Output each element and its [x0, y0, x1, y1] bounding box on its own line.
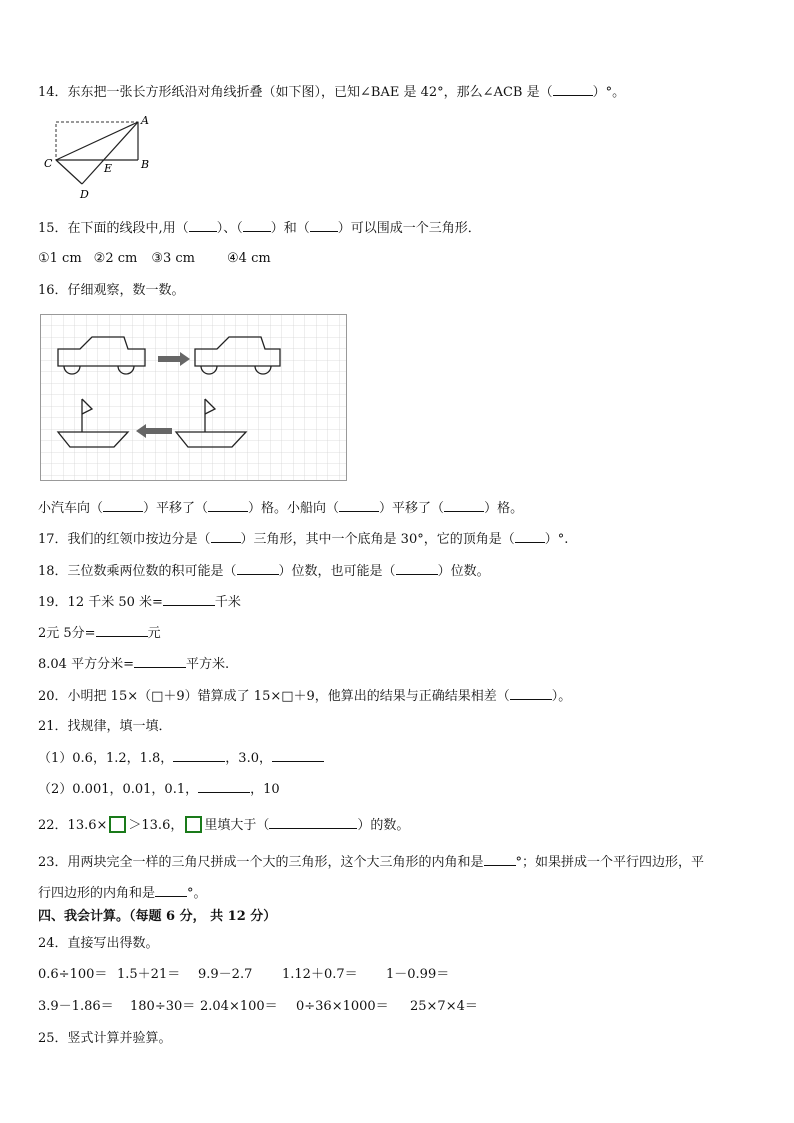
q22-text-c: 里填大于（ [204, 818, 270, 833]
q17-text-a: 17．我们的红领巾按边分是（ [38, 532, 211, 547]
label-e: E [104, 162, 113, 175]
label-c: C [44, 157, 53, 170]
q18-text [38, 562, 490, 581]
segment-cd [56, 160, 82, 184]
q21-blank-3[interactable] [198, 780, 250, 793]
q16-blank-4[interactable] [444, 499, 484, 512]
q21-row-2 [38, 780, 280, 799]
q15-text-b: ）、（ [216, 221, 243, 236]
q16-fill-b: ）平移了（ [143, 501, 209, 516]
q17-blank-2[interactable] [515, 530, 545, 543]
q23-blank-1[interactable] [484, 853, 516, 866]
q23-l2-a: 行四边形的内角和是 [38, 886, 156, 901]
q14-text-b: ）°。 [592, 85, 626, 100]
q16-blank-3[interactable] [339, 499, 379, 512]
q24-item: 1－0.99＝ [386, 967, 450, 982]
grid-background [41, 315, 347, 481]
label-d: D [80, 188, 89, 201]
q16-fill-a: 小汽车向（ [38, 501, 104, 516]
q16-blank-2[interactable] [208, 499, 248, 512]
q20-text [38, 687, 571, 706]
q22-answer-box-1[interactable] [109, 816, 126, 833]
q15-option-3: ③3 cm [151, 251, 196, 266]
q15-option-4: ④4 cm [227, 251, 271, 266]
q19-b-post: 元 [147, 626, 161, 641]
q19-b-pre: 2元 5分= [38, 626, 96, 641]
q23-l2-b: °。 [187, 886, 207, 901]
q24-row-1 [38, 966, 449, 984]
q16-grid-figure [40, 314, 348, 486]
q24-item: 1.5＋21＝ [117, 967, 181, 982]
q19-c-pre: 8.04 平方分米= [38, 657, 134, 672]
q19-line-c [38, 655, 229, 674]
q19-blank-2[interactable] [96, 624, 148, 637]
q18-text-c: ）位数。 [437, 564, 490, 579]
q21-title: 21．找规律，填一填． [38, 719, 172, 734]
q24-item: 9.9－2.7 [198, 967, 253, 982]
q16-fill-d: ）平移了（ [379, 501, 445, 516]
q23-l1-b: °；如果拼成一个平行四边形，平 [515, 855, 705, 870]
q24-item: 25×7×4＝ [410, 999, 478, 1014]
q23-blank-2[interactable] [155, 884, 187, 897]
q15-text [38, 219, 481, 238]
q20-text-b: ）。 [551, 689, 572, 704]
q22-text-d: ）的数。 [357, 818, 410, 833]
q23-line-1 [38, 853, 704, 872]
q15-option-1: ①1 cm [38, 251, 82, 266]
q23-l1-a: 23．用两块完全一样的三角尺拼成一个大的三角形，这个大三角形的内角和是 [38, 855, 484, 870]
q15-option-2: ②2 cm [93, 251, 138, 266]
q18-blank-2[interactable] [396, 562, 438, 575]
q24-item: 3.9－1.86＝ [38, 999, 114, 1014]
q18-blank-1[interactable] [237, 562, 279, 575]
folded-rectangle-diagram [40, 112, 160, 204]
q21-r2-a: （2）0.001，0.01，0.1， [38, 782, 199, 797]
q19-line-b [38, 624, 161, 643]
q18-text-a: 18．三位数乘两位数的积可能是（ [38, 564, 237, 579]
q19-c-post: 平方米. [185, 657, 230, 672]
q24-item: 1.12＋0.7＝ [282, 967, 358, 982]
q16-fill-e: ）格。 [484, 501, 524, 516]
q16-blank-1[interactable] [103, 499, 143, 512]
q21-r2-b: ，10 [250, 782, 280, 797]
q16-title: 16．仔细观察，数一数。 [38, 283, 185, 298]
q21-row-1 [38, 749, 324, 768]
q21-r1-b: ，3.0， [225, 751, 272, 766]
q16-fill-line [38, 499, 523, 518]
q22-text [38, 816, 409, 835]
translation-grid [40, 314, 348, 482]
q24-title: 24．直接写出得数。 [38, 936, 159, 951]
q17-text-b: ）三角形，其中一个底角是 30°，它的顶角是（ [240, 532, 515, 547]
q21-blank-2[interactable] [272, 749, 324, 762]
q22-text-b: ＞13.6， [128, 818, 184, 833]
q20-blank[interactable] [510, 687, 552, 700]
q19-blank-1[interactable] [163, 593, 215, 606]
q18-text-b: ）位数，也可能是（ [278, 564, 396, 579]
q19-line-a [38, 593, 241, 612]
q15-text-a: 15．在下面的线段中,用（ [38, 221, 189, 236]
q24-item: 180÷30＝ [130, 999, 196, 1014]
q19-a-pre: 19．12 千米 50 米= [38, 595, 163, 610]
q20-text-a: 20．小明把 15×（□＋9）错算成了 15×□＋9，他算出的结果与正确结果相差（ [38, 689, 510, 704]
q24-item: 0.6÷100＝ [38, 967, 108, 982]
q23-line-2 [38, 884, 207, 903]
q21-blank-1[interactable] [173, 749, 225, 762]
q15-text-d: ）可以围成一个三角形． [337, 221, 481, 236]
q24-row-2 [38, 998, 478, 1016]
q15-blank-2[interactable] [243, 219, 271, 232]
q14-text-a: 14．东东把一张长方形纸沿对角线折叠（如下图），已知∠BAE 是 42°，那么∠ACB 是（ [38, 85, 553, 100]
q14-figure [40, 112, 160, 208]
q19-blank-3[interactable] [134, 655, 186, 668]
q15-blank-3[interactable] [310, 219, 338, 232]
label-a: A [141, 114, 149, 127]
q22-blank[interactable] [269, 816, 357, 829]
q15-text-c: ）和（ [270, 221, 310, 236]
diagonal-ac [56, 122, 138, 160]
q22-text-a: 22．13.6× [38, 818, 108, 833]
q15-blank-1[interactable] [189, 219, 217, 232]
q17-text [38, 530, 568, 549]
q22-answer-box-2[interactable] [185, 816, 202, 833]
q15-options [38, 250, 271, 268]
q17-blank-1[interactable] [211, 530, 241, 543]
q17-text-c: ）°. [544, 532, 569, 547]
q24-item: 2.04×100＝ [200, 999, 278, 1014]
q24-item: 0÷36×1000＝ [296, 999, 389, 1014]
section-4-heading: 四、我会计算。（每题 6 分， 共 12 分） [38, 909, 277, 924]
q16-fill-c: ）格。小船向（ [248, 501, 340, 516]
q19-a-post: 千米 [214, 595, 241, 610]
q14-answer-blank[interactable] [553, 83, 593, 96]
q21-r1-a: （1）0.6，1.2，1.8， [38, 751, 174, 766]
q25-title: 25．竖式计算并验算。 [38, 1031, 172, 1046]
label-b: B [141, 158, 150, 171]
q14-text [38, 83, 625, 102]
